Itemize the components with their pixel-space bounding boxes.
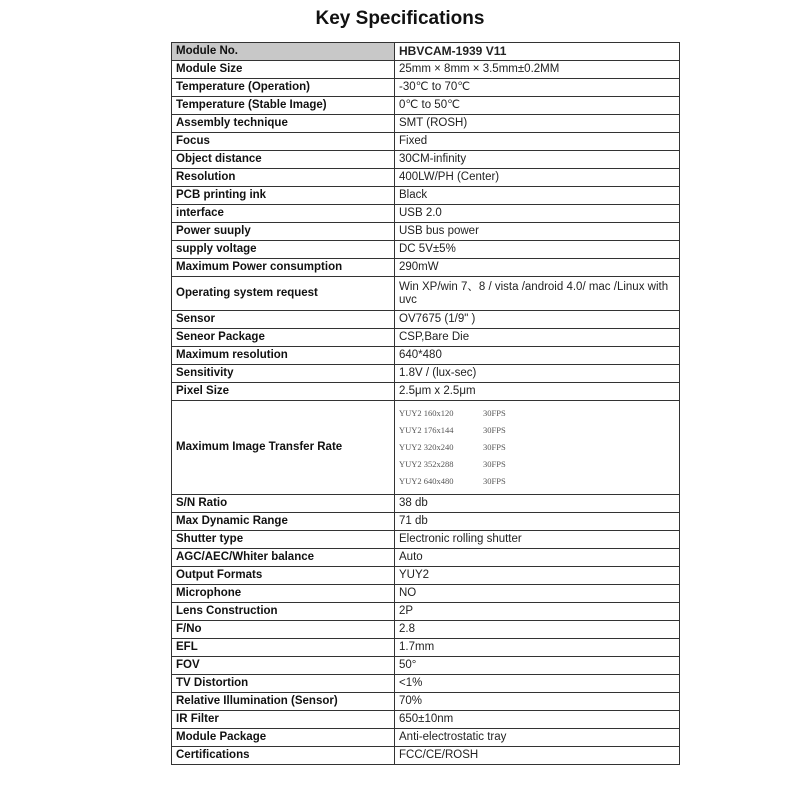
- transfer-rate-line: [399, 405, 675, 422]
- spec-key: EFL: [172, 639, 395, 657]
- table-row: [172, 531, 680, 549]
- spec-key: Shutter type: [172, 531, 395, 549]
- table-row: [172, 311, 680, 329]
- table-row: [172, 205, 680, 223]
- table-header-row: [172, 43, 680, 61]
- table-row: [172, 115, 680, 133]
- spec-key: Operating system request: [172, 277, 395, 311]
- spec-key: Module Size: [172, 61, 395, 79]
- table-row: [172, 495, 680, 513]
- spec-key: Object distance: [172, 151, 395, 169]
- rate-fps: 30FPS: [483, 425, 506, 435]
- rate-fps: 30FPS: [483, 476, 506, 486]
- table-row: [172, 729, 680, 747]
- table-row: [172, 133, 680, 151]
- table-row: [172, 747, 680, 765]
- table-row: [172, 639, 680, 657]
- spec-value: 1.7mm: [395, 639, 680, 657]
- spec-value: NO: [395, 585, 680, 603]
- spec-key: Relative Illumination (Sensor): [172, 693, 395, 711]
- spec-key: Sensor: [172, 311, 395, 329]
- spec-value: 1.8V / (lux-sec): [395, 365, 680, 383]
- table-row: [172, 693, 680, 711]
- spec-table: [171, 42, 680, 765]
- spec-value: 30CM-infinity: [395, 151, 680, 169]
- table-row: [172, 513, 680, 531]
- table-row: [172, 187, 680, 205]
- spec-key: Power suuply: [172, 223, 395, 241]
- table-row: [172, 151, 680, 169]
- spec-value: <1%: [395, 675, 680, 693]
- spec-key: Temperature (Stable Image): [172, 97, 395, 115]
- spec-key: S/N Ratio: [172, 495, 395, 513]
- spec-key: AGC/AEC/Whiter balance: [172, 549, 395, 567]
- transfer-rate-line: [399, 473, 675, 490]
- spec-value: 400LW/PH (Center): [395, 169, 680, 187]
- table-row: [172, 657, 680, 675]
- spec-value: OV7675 (1/9" ): [395, 311, 680, 329]
- rate-format: YUY2 160x120: [399, 408, 454, 418]
- rate-format: YUY2 176x144: [399, 425, 454, 435]
- spec-value: 38 db: [395, 495, 680, 513]
- spec-key: Output Formats: [172, 567, 395, 585]
- table-row: [172, 365, 680, 383]
- spec-key: Certifications: [172, 747, 395, 765]
- spec-key: Focus: [172, 133, 395, 151]
- table-row: [172, 223, 680, 241]
- spec-value: Win XP/win 7、8 / vista /android 4.0/ mac /Linux with uvc: [395, 277, 680, 311]
- table-row: [172, 675, 680, 693]
- spec-value: 650±10nm: [395, 711, 680, 729]
- table-row: [172, 79, 680, 97]
- spec-key: IR Filter: [172, 711, 395, 729]
- table-row: [172, 549, 680, 567]
- table-row: [172, 347, 680, 365]
- transfer-rate-line: [399, 422, 675, 439]
- spec-key: Sensitivity: [172, 365, 395, 383]
- rate-format: YUY2 352x288: [399, 459, 454, 469]
- transfer-rate-line: [399, 456, 675, 473]
- spec-value: HBVCAM-1939 V11: [395, 43, 680, 61]
- spec-value: Black: [395, 187, 680, 205]
- table-row: [172, 383, 680, 401]
- spec-value: Fixed: [395, 133, 680, 151]
- spec-key: supply voltage: [172, 241, 395, 259]
- spec-key: Assembly technique: [172, 115, 395, 133]
- page-title: Key Specifications: [315, 8, 485, 29]
- spec-value: 0℃ to 50℃: [395, 97, 680, 115]
- spec-value: [395, 401, 680, 495]
- spec-value: Electronic rolling shutter: [395, 531, 680, 549]
- spec-key: PCB printing ink: [172, 187, 395, 205]
- spec-value: 2.5μm x 2.5μm: [395, 383, 680, 401]
- spec-value: FCC/CE/ROSH: [395, 747, 680, 765]
- spec-key: FOV: [172, 657, 395, 675]
- spec-value: CSP,Bare Die: [395, 329, 680, 347]
- spec-key: interface: [172, 205, 395, 223]
- table-row: [172, 585, 680, 603]
- spec-value: 71 db: [395, 513, 680, 531]
- spec-key: F/No: [172, 621, 395, 639]
- spec-value: USB 2.0: [395, 205, 680, 223]
- rate-format: YUY2 320x240: [399, 442, 454, 452]
- spec-key: Maximum Power consumption: [172, 259, 395, 277]
- spec-key: TV Distortion: [172, 675, 395, 693]
- rate-format: YUY2 640x480: [399, 476, 454, 486]
- spec-key: Max Dynamic Range: [172, 513, 395, 531]
- spec-key: Lens Construction: [172, 603, 395, 621]
- table-row: [172, 711, 680, 729]
- table-row: [172, 259, 680, 277]
- spec-value: 2.8: [395, 621, 680, 639]
- spec-key: Pixel Size: [172, 383, 395, 401]
- rate-fps: 30FPS: [483, 459, 506, 469]
- spec-key: Seneor Package: [172, 329, 395, 347]
- spec-key: Temperature (Operation): [172, 79, 395, 97]
- table-row: [172, 401, 680, 495]
- spec-key: Maximum Image Transfer Rate: [172, 401, 395, 495]
- spec-value: SMT (ROSH): [395, 115, 680, 133]
- spec-key: Module No.: [172, 43, 395, 61]
- rate-fps: 30FPS: [483, 408, 506, 418]
- spec-key: Resolution: [172, 169, 395, 187]
- table-row: [172, 603, 680, 621]
- spec-value: 25mm × 8mm × 3.5mm±0.2MM: [395, 61, 680, 79]
- spec-value: Auto: [395, 549, 680, 567]
- spec-value: USB bus power: [395, 223, 680, 241]
- table-row: [172, 61, 680, 79]
- spec-value: YUY2: [395, 567, 680, 585]
- spec-key: Microphone: [172, 585, 395, 603]
- spec-key: Maximum resolution: [172, 347, 395, 365]
- spec-value: 290mW: [395, 259, 680, 277]
- spec-value: 2P: [395, 603, 680, 621]
- table-row: [172, 329, 680, 347]
- spec-key: Module Package: [172, 729, 395, 747]
- rate-fps: 30FPS: [483, 442, 506, 452]
- spec-value: Anti-electrostatic tray: [395, 729, 680, 747]
- spec-value: 50°: [395, 657, 680, 675]
- table-row: [172, 241, 680, 259]
- spec-value: 640*480: [395, 347, 680, 365]
- table-row: [172, 621, 680, 639]
- transfer-rate-line: [399, 439, 675, 456]
- table-row: [172, 169, 680, 187]
- table-row: [172, 97, 680, 115]
- table-row: [172, 567, 680, 585]
- table-row: [172, 277, 680, 311]
- spec-value: -30℃ to 70℃: [395, 79, 680, 97]
- spec-value: DC 5V±5%: [395, 241, 680, 259]
- spec-value: 70%: [395, 693, 680, 711]
